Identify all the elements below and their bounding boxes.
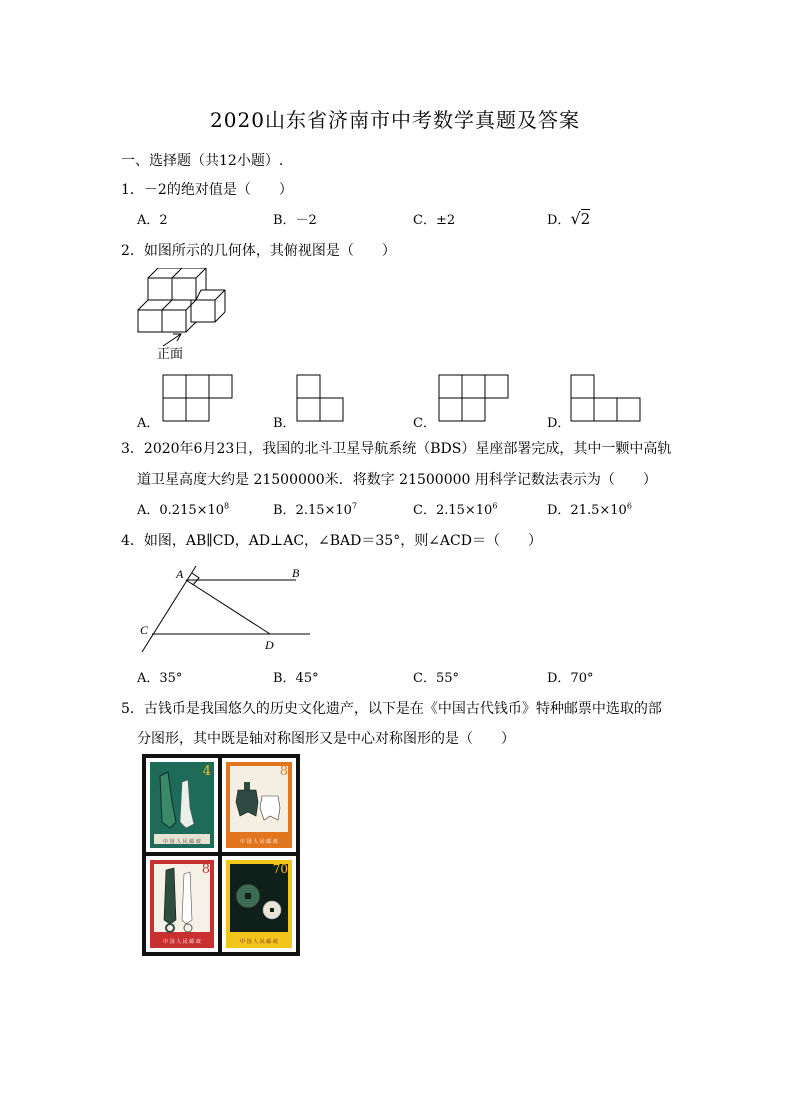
point-c-label: C — [140, 623, 149, 637]
question-1-option-c[interactable]: C．±2 — [413, 213, 456, 228]
question-2-stem: 2．如图所示的几何体，其俯视图是（ ） — [121, 243, 396, 259]
question-5-line-2: 分图形，其中既是轴对称图形又是中心对称图形的是（ ） — [137, 731, 515, 747]
point-b-label: B — [292, 566, 300, 580]
section-heading: 一、选择题（共12小题）. — [121, 153, 284, 169]
option-c-exponent: 6 — [492, 501, 498, 511]
stamp-2-face — [226, 762, 292, 848]
question-1-option-b[interactable]: B．－2 — [273, 213, 317, 228]
stamp-1-caption: 中 国 人 民 邮 政 — [163, 839, 201, 845]
question-4-option-a[interactable]: A．35° — [137, 671, 183, 686]
question-3-line-2: 道卫星高度大约是 21500000米．将数字 21500000 用科学记数法表示为（ ） — [137, 472, 657, 488]
point-a-label: A — [176, 567, 184, 581]
question-3-line-1: 3．2020年6月23日，我国的北斗卫星导航系统（BDS）星座部署完成，其中一颗中高轨 — [121, 441, 672, 457]
option-d-label: D． — [547, 213, 571, 228]
stamp-4-value: 70 — [272, 862, 288, 876]
option-b-exponent: 7 — [351, 501, 358, 511]
question-4-option-d[interactable]: D．70° — [547, 671, 594, 686]
option-b-label: B．2.15×10 — [273, 503, 352, 518]
question-2-option-b[interactable]: B． — [273, 416, 296, 431]
stamp-2-value: 8 — [279, 764, 288, 779]
sqrt-symbol: √ — [570, 209, 581, 228]
question-4-stem: 4．如图，AB∥CD，AD⊥AC，∠BAD＝35°，则∠ACD＝（ ） — [121, 533, 542, 549]
question-1-option-a[interactable]: A．2 — [137, 213, 168, 228]
question-3-option-d[interactable] — [547, 499, 632, 518]
stamp-2[interactable] — [222, 758, 296, 852]
stamp-4-caption: 中 国 人 民 邮 政 — [240, 939, 278, 945]
option-d-label: D．21.5×10 — [547, 503, 627, 518]
question-3-option-a[interactable] — [137, 499, 229, 518]
front-view-label: 正面 — [157, 347, 184, 362]
stamp-4-face — [226, 860, 292, 948]
option-a-exponent: 8 — [224, 501, 230, 511]
option-c-label: C．2.15×10 — [413, 503, 493, 518]
stamp-1-face — [150, 762, 214, 848]
stamp-2-caption: 中 国 人 民 邮 政 — [240, 839, 278, 845]
geometry-figure — [138, 562, 313, 654]
question-2-option-c[interactable]: C． — [413, 416, 436, 431]
page-title: 2020山东省济南市中考数学真题及答案 — [210, 108, 580, 132]
question-3-option-b[interactable] — [273, 499, 357, 518]
top-view-a-figure — [162, 374, 234, 422]
question-5-line-1: 5．古钱币是我国悠久的历史文化遗产，以下是在《中国古代钱币》特种邮票中选取的部 — [121, 701, 662, 717]
stamp-sheet — [142, 754, 300, 956]
stamp-3[interactable] — [146, 856, 218, 952]
stamp-3-value: 8 — [201, 862, 210, 877]
question-2-option-d[interactable]: D． — [547, 416, 571, 431]
question-1-stem: 1．－2的绝对值是（ ） — [121, 182, 293, 198]
stamp-3-caption: 中 国 人 民 邮 政 — [163, 939, 201, 945]
top-view-d-figure — [570, 374, 642, 422]
option-d-exponent: 6 — [626, 501, 632, 511]
stamp-1[interactable] — [146, 758, 218, 852]
stamp-4[interactable] — [222, 856, 296, 952]
stamp-1-value: 4 — [202, 764, 211, 779]
top-view-b-figure — [296, 374, 346, 422]
question-3-option-c[interactable] — [413, 499, 497, 518]
stamp-3-face — [150, 860, 214, 948]
point-d-label: D — [265, 638, 274, 652]
question-4-option-b[interactable]: B．45° — [273, 671, 319, 686]
top-view-c-figure — [438, 374, 510, 422]
question-1-option-d[interactable] — [547, 209, 590, 228]
question-4-option-c[interactable]: C．55° — [413, 671, 459, 686]
question-2-option-a[interactable]: A． — [137, 416, 160, 431]
option-a-label: A．0.215×10 — [137, 503, 225, 518]
sqrt-radicand: 2 — [580, 210, 591, 228]
